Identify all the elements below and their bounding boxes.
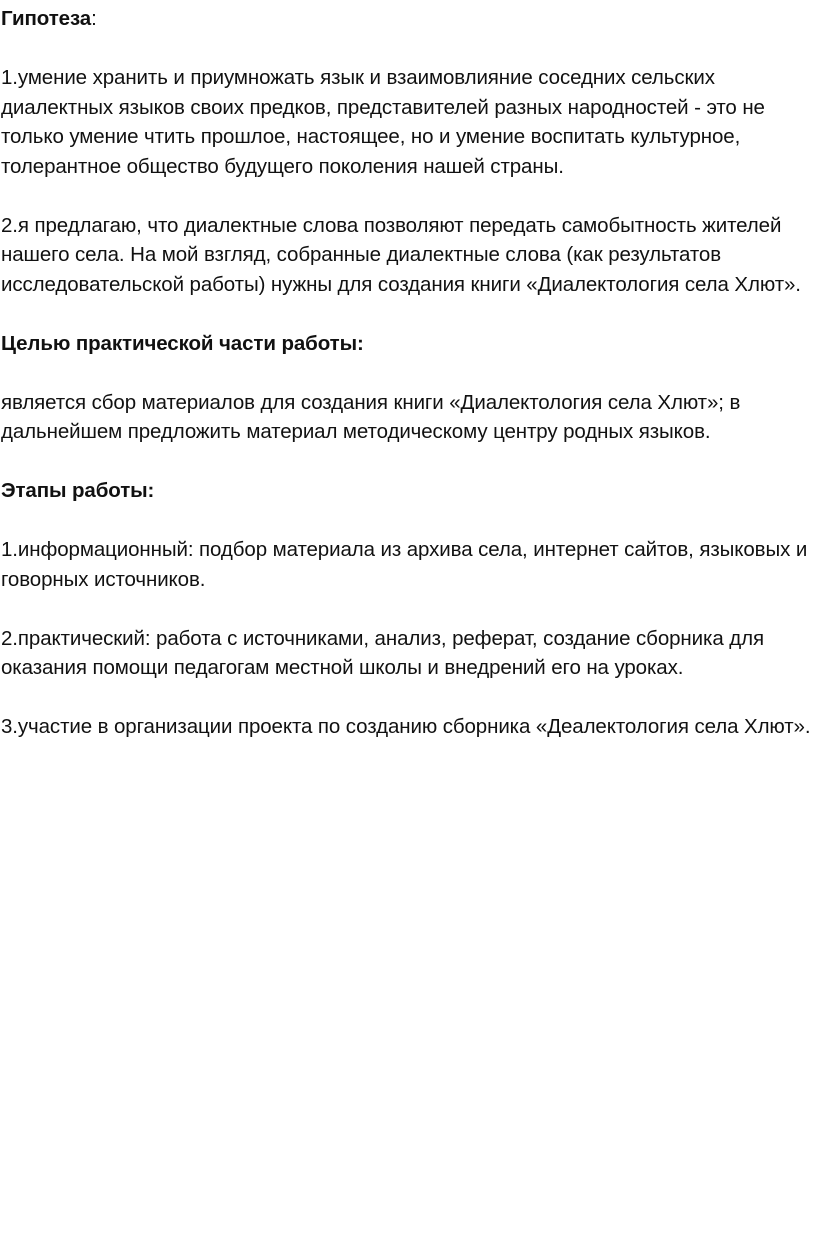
spacer [1, 683, 816, 713]
goal-heading: Целью практической части работы: [1, 331, 364, 355]
stages-item-2: 2.практический: работа с источниками, анализ, реферат, создание сборника для оказания помощи педагогам местной школы и внедрений его на уроках. [1, 626, 764, 679]
spacer [1, 299, 816, 329]
spacer [1, 594, 816, 624]
stages-item-3: 3.участие в организации проекта по созданию сборника «Деалектология села Хлют». [1, 715, 811, 738]
hypothesis-heading-line [1, 4, 816, 34]
hypothesis-heading: Гипотеза [1, 7, 92, 30]
hypothesis-item-2: 2.я предлагаю, что диалектные слова позволяют передать самобытность жителей нашего села. На мой взгляд, собранные диалектные слова (как результатов исследовательской работы) нужны для создания книги «Диалектология села Хлют». [1, 213, 801, 296]
stages-heading: Этапы работы: [1, 479, 155, 502]
spacer [1, 447, 816, 477]
spacer [1, 181, 816, 211]
stages-item-1: 1.информационный: подбор материала из архива села, интернет сайтов, языковых и говорных источников. [1, 538, 808, 591]
hypothesis-item-1: 1.умение хранить и приумножать язык и взаимовлияние соседних сельских диалектных языков своих предков, представителей разных народностей - это не только умение чтить прошлое, настоящее, но и умение воспитать культурное, толерантное общество будущего поколения нашей страны. [1, 66, 765, 178]
spacer [1, 506, 816, 536]
goal-text: является сбор материалов для создания книги «Диалектология села Хлют»; в дальнейшем предложить материал методическому центру родных языков. [1, 390, 741, 443]
spacer [1, 358, 816, 388]
hypothesis-heading-colon: : [91, 7, 97, 30]
spacer [1, 34, 816, 64]
